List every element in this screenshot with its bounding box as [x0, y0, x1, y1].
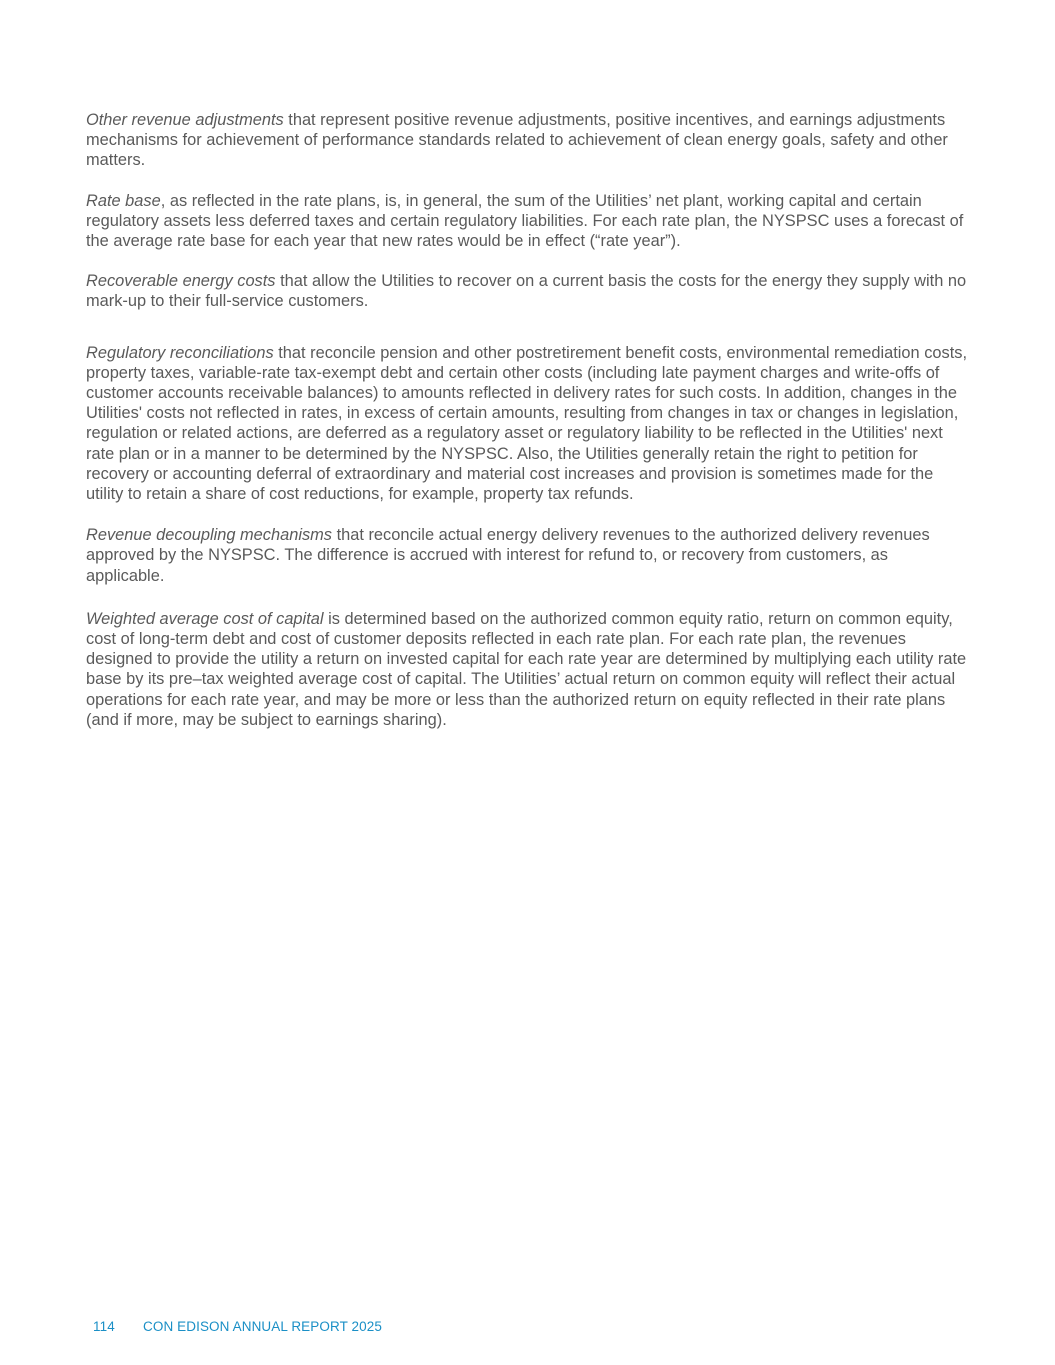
definition-regulatory-reconciliations: that reconcile pension and other postretirement benefit costs, environmental remediation costs, property taxes, variable-rate tax-exempt debt and certain other costs (including late payment charges and write-offs of customer accounts receivable balances) to amounts reflected in delivery rates for such costs. In addition, changes in the Utilities' costs not reflected in rates, in excess of certain amounts, resulting from changes in tax or changes in legislation, regulation or related actions, are deferred as a regulatory asset or regulatory liability to be reflected in the Utilities' next rate plan or in a manner to be determined by the NYSPSC. Also, the Utilities generally retain the right to petition for recovery or accounting deferral of extraordinary and material cost increases and provision is sometimes made for the utility to retain a share of cost reductions, for example, property tax refunds.: [86, 343, 968, 504]
page-number: 114: [93, 1319, 115, 1334]
term-rate-base: Rate base: [86, 191, 161, 210]
term-regulatory-reconciliations: Regulatory reconciliations: [86, 343, 274, 362]
paragraph-regulatory-reconciliations: [86, 343, 970, 505]
definition-weighted-average-cost-of-capital: is determined based on the authorized common equity ratio, return on common equity, cost of long-term debt and cost of customer deposits reflected in each rate plan. For each rate plan, the revenues designed to provide the utility a return on invested capital for each rate year are determined by multiplying each utility rate base by its pre‒tax weighted average cost of capital. The Utilities’ actual return on common equity will reflect their actual operations for each rate year, and may be more or less than the authorized return on equity reflected in their rate plans (and if more, may be subject to earnings sharing).: [86, 609, 967, 729]
term-recoverable-energy-costs: Recoverable energy costs: [86, 272, 276, 291]
term-other-revenue-adjustments: Other revenue adjustments: [86, 111, 284, 129]
page-footer: [93, 1319, 382, 1334]
term-revenue-decoupling-mechanisms: Revenue decoupling mechanisms: [86, 526, 333, 545]
definition-rate-base: , as reflected in the rate plans, is, in general, the sum of the Utilities’ net plant, working capital and certain regulatory assets less deferred taxes and certain regulatory liabilities. For each rate plan, the NYSPSC uses a forecast of the average rate base for each year that new rates would be in effect (“rate year”).: [86, 191, 964, 251]
report-title: CON EDISON ANNUAL REPORT 2025: [143, 1319, 382, 1334]
paragraph-revenue-decoupling-mechanisms: [86, 525, 970, 586]
paragraph-other-revenue-adjustments: [86, 110, 970, 171]
body-content: [86, 110, 970, 730]
definition-other-revenue-adjustments: that represent positive revenue adjustments, positive incentives, and earnings adjustments mechanisms for achievement of performance standards related to achievement of clean energy goals, safety and other matters.: [86, 111, 948, 170]
paragraph-rate-base: [86, 191, 970, 252]
paragraph-weighted-average-cost-of-capital: [86, 609, 970, 730]
term-weighted-average-cost-of-capital: Weighted average cost of capital: [86, 609, 324, 628]
definition-recoverable-energy-costs: that allow the Utilities to recover on a current basis the costs for the energy they supply with no mark-up to their full-service customers.: [86, 272, 967, 311]
definition-revenue-decoupling-mechanisms: that reconcile actual energy delivery revenues to the authorized delivery revenues approved by the NYSPSC. The difference is accrued with interest for refund to, or recovery from customers, as applicable.: [86, 526, 930, 585]
paragraph-recoverable-energy-costs: [86, 271, 970, 311]
